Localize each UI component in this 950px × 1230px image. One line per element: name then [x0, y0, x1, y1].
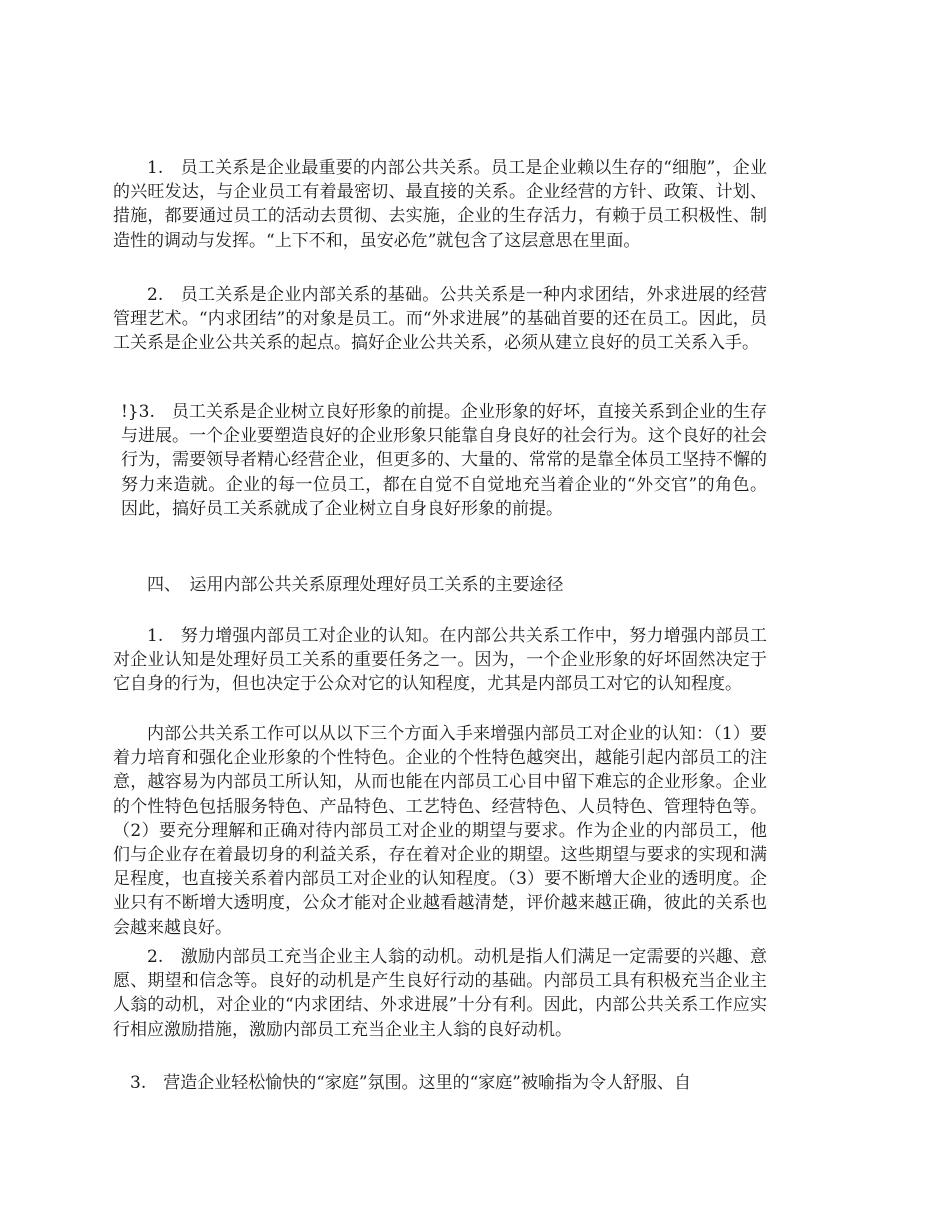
paragraph-3: !}3. 员工关系是企业树立良好形象的前提。企业形象的好坏，直接关系到企业的生存与进展。一个企业要塑造良好的企业形象只能靠自身良好的社会行为。这个良好的社会行为，需要领导者精心经营企业，但更多的、大量的、常常的是靠全体员工坚持不懈的努力来造就。企业的每一位员工，都在自觉不自觉地充当着企业的“外交官”的角色。因此，搞好员工关系就成了企业树立自身良好形象的前提。	[121, 402, 767, 519]
section-heading-4	[113, 573, 767, 597]
paragraph-enhance-cognition	[113, 624, 767, 697]
paragraph-5: 内部公共关系工作可以从以下三个方面入手来增强内部员工对企业的认知：（1）要着力培育和强化企业形象的个性特色。企业的个性特色越突出，越能引起内部员工的注意，越容易为内部员工所认知，从而也能在内部员工心目中留下难忘的企业形象。企业的个性特色包括服务特色、产品特色、工艺特色、经营特色、人员特色、管理特色等。（2）要充分理解和正确对待内部员工对企业的期望与要求。作为企业的内部员工，他们与企业存在着最切身的利益关系，存在着对企业的期望。这些期望与要求的实现和满足程度，也直接关系着内部员工对企业的认知程度。（3）要不断增大企业的透明度。企业只有不断增大透明度，公众才能对企业越看越清楚，评价越来越正确，彼此的关系也会越来越良好。	[113, 724, 767, 938]
paragraph-family-atmosphere	[113, 1071, 767, 1095]
paragraph-employee-relations-foundation	[113, 283, 767, 356]
paragraph-6: 2. 激励内部员工充当企业主人翁的动机。动机是指人们满足一定需要的兴趣、意愿、期望和信念等。良好的动机是产生良好行动的基础。内部员工具有积极充当企业主人翁的动机，对企业的“内求团结、外求进展”十分有利。因此，内部公共关系工作应实行相应激励措施，激励内部员工充当企业主人翁的良好动机。	[113, 947, 767, 1040]
section-heading: 四、 运用内部公共关系原理处理好员工关系的主要途径	[147, 575, 564, 595]
paragraph-employee-relations-importance	[113, 156, 767, 253]
paragraph-motivation	[113, 945, 767, 1042]
paragraph-4: 1. 努力增强内部员工对企业的认知。在内部公共关系工作中，努力增强内部员工对企业认知是处理好员工关系的重要任务之一。因为，一个企业形象的好坏固然决定于它自身的行为，但也决定于公众对它的认知程度，尤其是内部员工对它的认知程度。	[113, 626, 767, 695]
paragraph-2: 2. 员工关系是企业内部关系的基础。公共关系是一种内求团结，外求进展的经营管理艺术。“内求团结”的对象是员工。而“外求进展”的基础首要的还在员工。因此，员工关系是企业公共关系的起点。搞好企业公共关系，必须从建立良好的员工关系入手。	[113, 285, 767, 354]
paragraph-1: 1. 员工关系是企业最重要的内部公共关系。员工是企业赖以生存的“细胞”，企业的兴旺发达，与企业员工有着最密切、最直接的关系。企业经营的方针、政策、计划、措施，都要通过员工的活动去贯彻、去实施，企业的生存活力，有赖于员工积极性、制造性的调动与发挥。“上下不和，虽安必危”就包含了这层意思在里面。	[113, 158, 767, 251]
paragraph-7: 3. 营造企业轻松愉快的“家庭”氛围。这里的“家庭”被喻指为令人舒服、自	[130, 1073, 691, 1093]
paragraph-three-aspects	[113, 722, 767, 940]
paragraph-employee-relations-image	[121, 400, 767, 521]
